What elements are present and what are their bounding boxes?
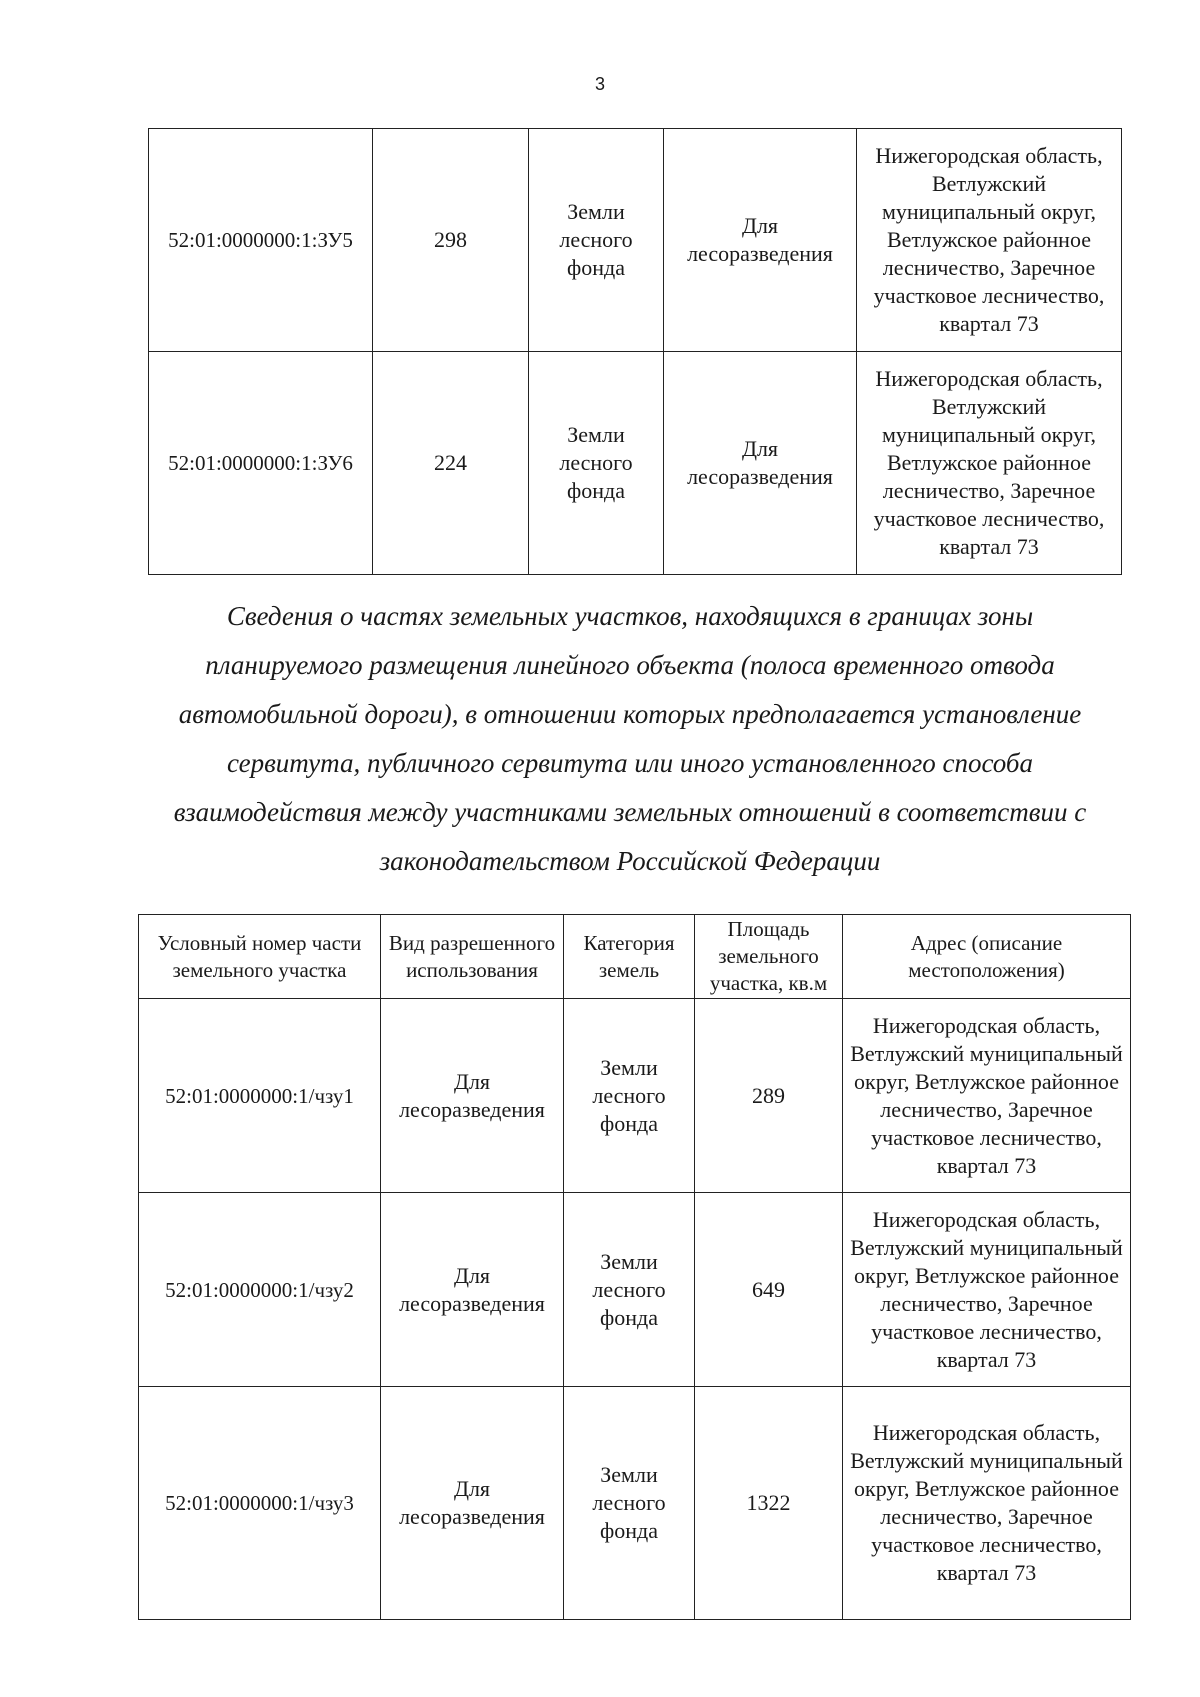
header-address: Адрес (описание местоположения) (843, 915, 1131, 999)
part-number-cell: 52:01:0000000:1/чзу1 (139, 999, 381, 1193)
part-area-cell: 649 (695, 1193, 843, 1387)
table-row (149, 352, 1122, 575)
header-area: Площадь земельного участка, кв.м (695, 915, 843, 999)
part-number-cell: 52:01:0000000:1/чзу2 (139, 1193, 381, 1387)
permitted-use-cell: Для лесоразведения (664, 352, 857, 575)
plot-parts-table (138, 914, 1131, 1620)
table-row (149, 129, 1122, 352)
table-row (139, 1387, 1131, 1620)
permitted-use-cell: Для лесоразведения (381, 1193, 564, 1387)
address-cell: Нижегородская область, Ветлужский муниципальный округ, Ветлужское районное лесничество, Заречное участковое лесничество, квартал 73 (843, 1387, 1131, 1620)
permitted-use-cell: Для лесоразведения (381, 999, 564, 1193)
section-heading: Сведения о частях земельных участков, находящихся в границах зоны планируемого размещения линейного объекта (полоса временного отвода автомобильной дороги), в отношении которых предполагается установление сервитута, публичного сервитута или иного установленного способа взаимодействия между участниками земельных отношений в соответствии с законодательством Российской Федерации (173, 601, 1087, 876)
plot-area-cell: 298 (373, 129, 529, 352)
table-header-row (139, 915, 1131, 999)
land-plots-table (148, 128, 1122, 575)
address-cell: Нижегородская область, Ветлужский муниципальный округ, Ветлужское районное лесничество, Заречное участковое лесничество, квартал 73 (843, 1193, 1131, 1387)
header-land-category: Категория земель (564, 915, 695, 999)
address-cell: Нижегородская область, Ветлужский муниципальный округ, Ветлужское районное лесничество, Заречное участковое лесничество, квартал 73 (857, 352, 1122, 575)
permitted-use-cell: Для лесоразведения (381, 1387, 564, 1620)
address-cell: Нижегородская область, Ветлужский муниципальный округ, Ветлужское районное лесничество, Заречное участковое лесничество, квартал 73 (843, 999, 1131, 1193)
land-category-cell: Земли лесного фонда (564, 1193, 695, 1387)
page-number: 3 (594, 74, 605, 94)
part-area-cell: 1322 (695, 1387, 843, 1620)
land-category-cell: Земли лесного фонда (529, 352, 664, 575)
land-category-cell: Земли лесного фонда (564, 1387, 695, 1620)
land-category-cell: Земли лесного фонда (529, 129, 664, 352)
land-category-cell: Земли лесного фонда (564, 999, 695, 1193)
address-cell: Нижегородская область, Ветлужский муниципальный округ, Ветлужское районное лесничество, Заречное участковое лесничество, квартал 73 (857, 129, 1122, 352)
table-row (139, 999, 1131, 1193)
header-part-number: Условный номер части земельного участка (139, 915, 381, 999)
part-number-cell: 52:01:0000000:1/чзу3 (139, 1387, 381, 1620)
header-permitted-use: Вид разрешенного использования (381, 915, 564, 999)
plot-number-cell: 52:01:0000000:1:ЗУ6 (149, 352, 373, 575)
plot-number-cell: 52:01:0000000:1:ЗУ5 (149, 129, 373, 352)
part-area-cell: 289 (695, 999, 843, 1193)
table-row (139, 1193, 1131, 1387)
permitted-use-cell: Для лесоразведения (664, 129, 857, 352)
plot-area-cell: 224 (373, 352, 529, 575)
